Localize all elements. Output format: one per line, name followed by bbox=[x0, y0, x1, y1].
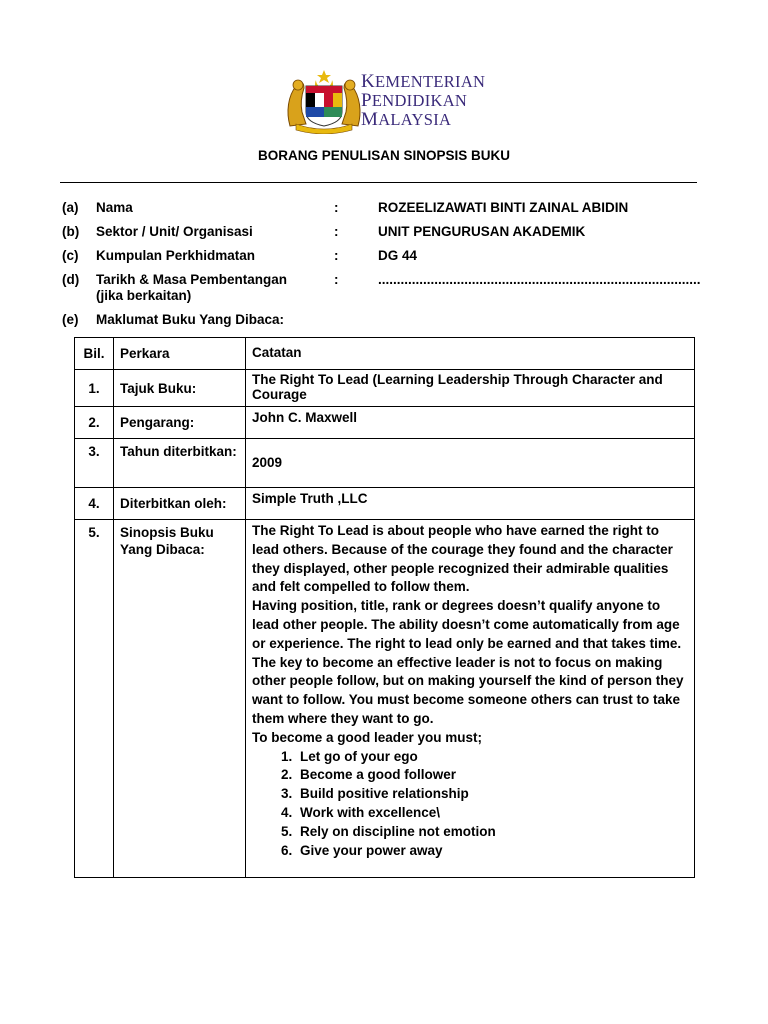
field-colon: : bbox=[334, 224, 339, 239]
field-colon: : bbox=[334, 272, 339, 287]
row-perkara: Pengarang: bbox=[114, 407, 246, 439]
list-item: 3. Build positive relationship bbox=[296, 785, 688, 804]
coat-of-arms-icon bbox=[284, 68, 364, 134]
field-code: (c) bbox=[62, 248, 79, 263]
field-colon: : bbox=[334, 248, 339, 263]
title-divider bbox=[60, 182, 697, 183]
field-value: UNIT PENGURUSAN AKADEMIK bbox=[378, 224, 586, 239]
synopsis-paragraph-1: The Right To Lead is about people who have earned the right to lead others. Because of the courage they found and the character they displayed, other people recognized their admirable qualities and felt compelled to follow them. bbox=[252, 523, 673, 595]
field-value-dotted: ...................................................................................... bbox=[378, 272, 701, 287]
header-bil: Bil. bbox=[75, 338, 114, 370]
ministry-line-2: PENDIDIKAN bbox=[361, 90, 468, 111]
list-item: 4. Work with excellence\ bbox=[296, 804, 688, 823]
row-catatan: John C. Maxwell bbox=[246, 407, 695, 439]
field-label: Nama bbox=[96, 200, 133, 215]
row-bil: 5. bbox=[75, 520, 114, 878]
field-label: Maklumat Buku Yang Dibaca: bbox=[96, 312, 285, 327]
row-perkara: Sinopsis Buku Yang Dibaca: bbox=[114, 520, 246, 878]
row-bil: 2. bbox=[75, 407, 114, 439]
list-item: 5. Rely on discipline not emotion bbox=[296, 823, 688, 842]
list-item: 6. Give your power away bbox=[296, 842, 688, 861]
row-bil: 4. bbox=[75, 488, 114, 520]
row-catatan: 2009 bbox=[246, 439, 695, 488]
field-label bbox=[96, 272, 336, 304]
row-perkara: Tajuk Buku: bbox=[114, 370, 246, 407]
field-value: DG 44 bbox=[378, 248, 418, 263]
synopsis-paragraph-2: Having position, title, rank or degrees doesn’t qualify anyone to lead other people. The ability doesn’t come automatically from age or experience. The right to lead only be earned and that takes time. The key to become an effective leader is not to focus on making other people follow, but on making yourself the kind of person they want to follow. You must become someone others can trust to take them where they want to go. bbox=[252, 598, 684, 726]
row-bil: 3. bbox=[75, 439, 114, 488]
table-row bbox=[75, 370, 695, 407]
ministry-logo bbox=[284, 68, 484, 134]
ministry-name bbox=[361, 72, 485, 129]
row-bil: 1. bbox=[75, 370, 114, 407]
field-label-line-1: Tarikh & Masa Pembentangan bbox=[96, 272, 288, 287]
field-value: ROZEELIZAWATI BINTI ZAINAL ABIDIN bbox=[378, 200, 629, 215]
row-catatan: The Right To Lead (Learning Leadership Through Character and Courage bbox=[246, 370, 695, 407]
field-label: Sektor / Unit/ Organisasi bbox=[96, 224, 253, 239]
field-code: (a) bbox=[62, 200, 79, 215]
list-item: 2. Become a good follower bbox=[296, 766, 688, 785]
table-row bbox=[75, 488, 695, 520]
leadership-list bbox=[252, 748, 688, 861]
field-code: (b) bbox=[62, 224, 80, 239]
list-item: 1. Let go of your ego bbox=[296, 748, 688, 767]
ministry-line-1: KEMENTERIAN bbox=[361, 71, 486, 92]
field-code: (d) bbox=[62, 272, 80, 287]
row-catatan: Simple Truth ,LLC bbox=[246, 488, 695, 520]
book-info-table bbox=[74, 337, 695, 878]
row-perkara: Diterbitkan oleh: bbox=[114, 488, 246, 520]
header-perkara: Perkara bbox=[114, 338, 246, 370]
table-header-row bbox=[75, 338, 695, 370]
ministry-line-3: MALAYSIA bbox=[361, 109, 452, 130]
header-catatan: Catatan bbox=[246, 338, 695, 370]
field-label: Kumpulan Perkhidmatan bbox=[96, 248, 256, 263]
field-label-line-2: (jika berkaitan) bbox=[96, 288, 192, 303]
table-row bbox=[75, 407, 695, 439]
synopsis-cell bbox=[246, 520, 695, 878]
document-title: BORANG PENULISAN SINOPSIS BUKU bbox=[257, 148, 511, 163]
field-code: (e) bbox=[62, 312, 79, 327]
synopsis-paragraph-3: To become a good leader you must; bbox=[252, 729, 483, 745]
table-row-synopsis bbox=[75, 520, 695, 878]
field-colon: : bbox=[334, 200, 339, 215]
row-perkara: Tahun diterbitkan: bbox=[114, 439, 246, 488]
table-row bbox=[75, 439, 695, 488]
